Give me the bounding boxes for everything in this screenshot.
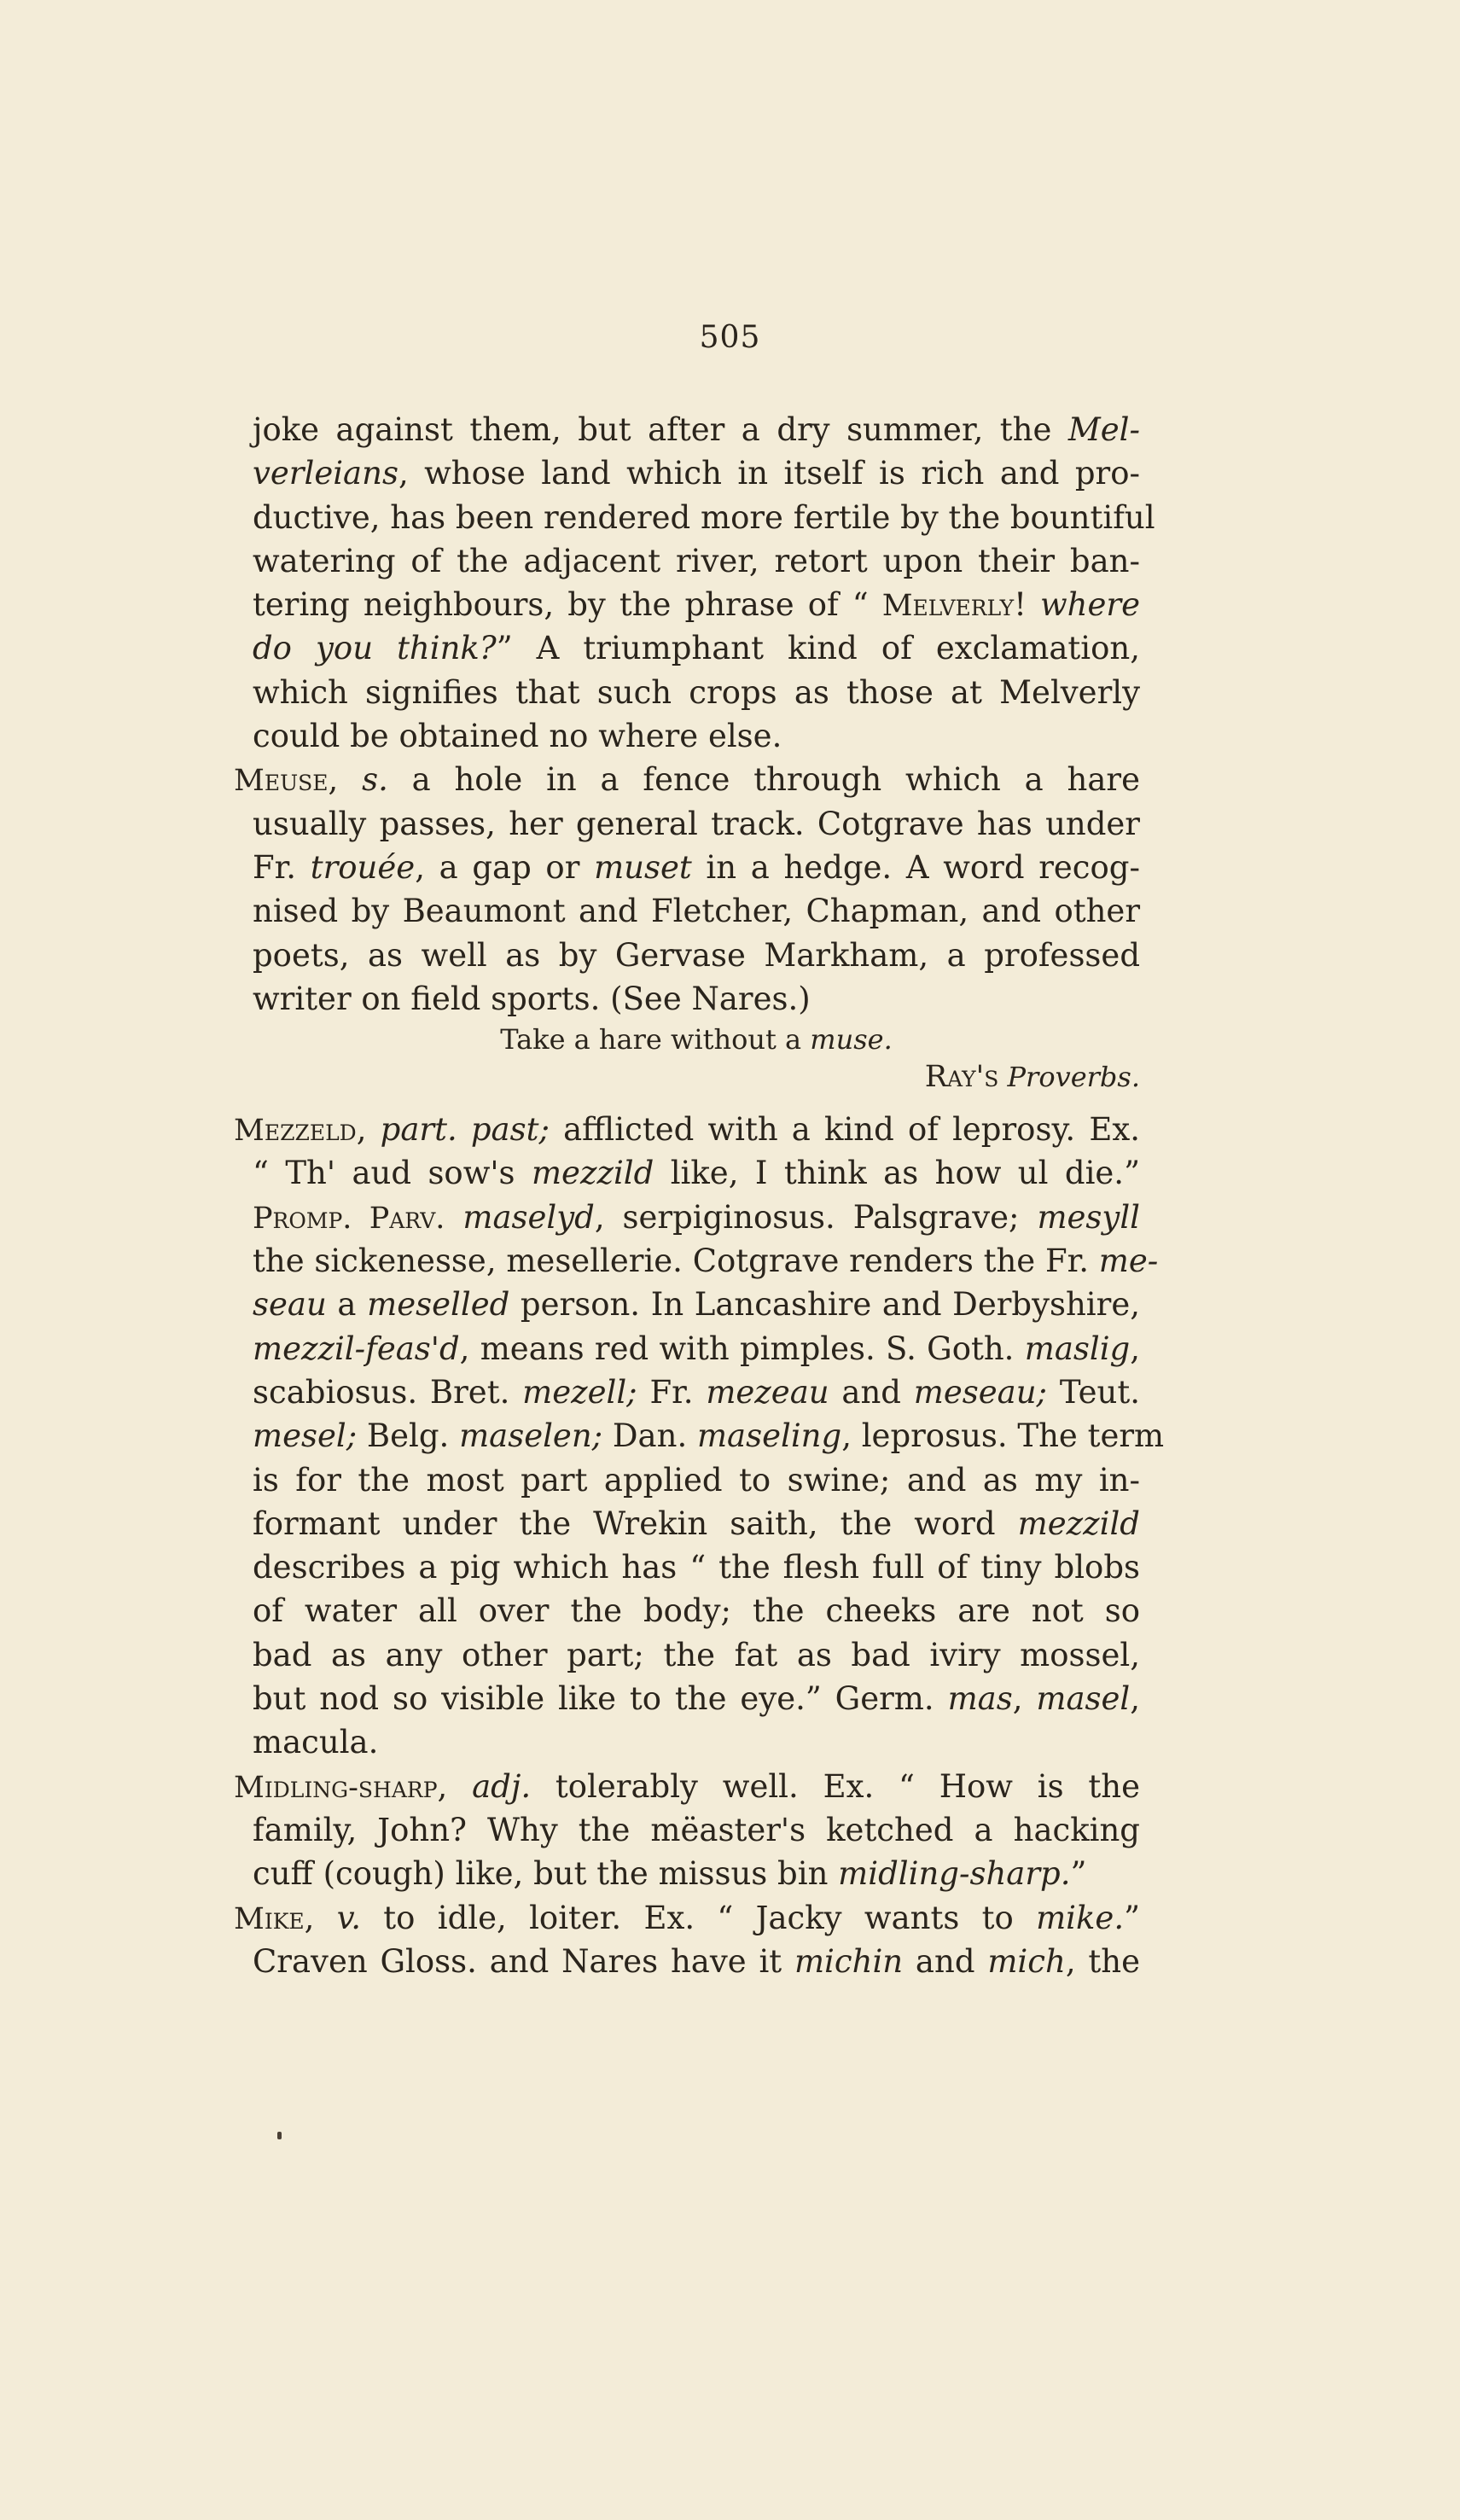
text-line: Craven Gloss. and Nares have it michin and mich, the [253,1942,1140,1980]
text-line: Promp. Parv. maselyd, serpiginosus. Palsgrave; mesyll [253,1198,1140,1236]
text-line: usually passes, her general track. Cotgrave has under [253,805,1140,842]
page-number: 505 [699,320,761,355]
text-line: bad as any other part; the fat as bad iviry mossel, [253,1636,1140,1673]
text-line: which signifies that such crops as those at Melverly [253,673,1140,711]
quote-attribution: Ray's Proverbs. [924,1060,1140,1095]
text-line: ductive, has been rendered more fertile by the bountiful [253,498,1155,536]
text-line: Fr. trouée, a gap or muset in a hedge. A word recog- [253,848,1140,886]
text-line: seau a meselled person. In Lancashire and Derbyshire, [253,1286,1140,1324]
text-line: cuff (cough) like, but the missus bin midling-sharp.” [253,1855,1087,1893]
text-line: watering of the adjacent river, retort upon their ban- [253,542,1140,579]
text-line: poets, as well as by Gervase Markham, a professed [253,936,1140,974]
text-line: scabiosus. Bret. mezell; Fr. mezeau and meseau; Teut. [253,1373,1140,1411]
text-line: describes a pig which has “ the flesh full of tiny blobs [253,1549,1140,1586]
text-line: mesel; Belg. maselen; Dan. maseling, leprosus. The term [253,1417,1165,1455]
entry-mezzeld: Mezzeld, part. past; afflicted with a kind of leprosy. Ex. [234,1111,1140,1149]
text-line: could be obtained no where else. [253,718,782,755]
text-line: mezzil-feas'd, means red with pimples. S. Goth. maslig, [253,1330,1140,1367]
text-line: the sickenesse, mesellerie. Cotgrave renders the Fr. me- [253,1243,1159,1280]
entry-meuse: Meuse, s. a hole in a fence through which a hare [234,761,1140,799]
text-line: nised by Beaumont and Fletcher, Chapman, and other [253,893,1140,930]
text-line: “ Th' aud sow's mezzild like, I think as how ul die.” [253,1155,1140,1192]
text-line: joke against them, but after a dry summer, the Mel- [253,411,1140,448]
entry-mike: Mike, v. to idle, loiter. Ex. “ Jacky wants to mike.” [234,1899,1140,1936]
text-line: family, John? Why the mëaster's ketched a hacking [253,1811,1140,1848]
entry-midling-sharp: Midling-sharp, adj. tolerably well. Ex. “ How is the [234,1767,1140,1805]
text-line: tering neighbours, by the phrase of “ Melverly! where [253,586,1140,624]
glossary-text [234,408,1165,1983]
text-line: but nod so visible like to the eye.” Germ. mas, masel, [253,1680,1141,1718]
block-quote: Take a hare without a muse. [500,1023,893,1056]
text-line: macula. [253,1724,379,1761]
ink-speck [277,2132,282,2139]
text-line: is for the most part applied to swine; and as my in- [253,1461,1140,1499]
text-line: writer on field sports. (See Nares.) [253,980,811,1017]
text-line: verleians, whose land which in itself is rich and pro- [253,455,1140,492]
text-line: of water all over the body; the cheeks are not so [253,1592,1140,1630]
text-line: formant under the Wrekin saith, the word mezzild [253,1504,1140,1542]
text-line: do you think?” A triumphant kind of exclamation, [253,630,1140,667]
